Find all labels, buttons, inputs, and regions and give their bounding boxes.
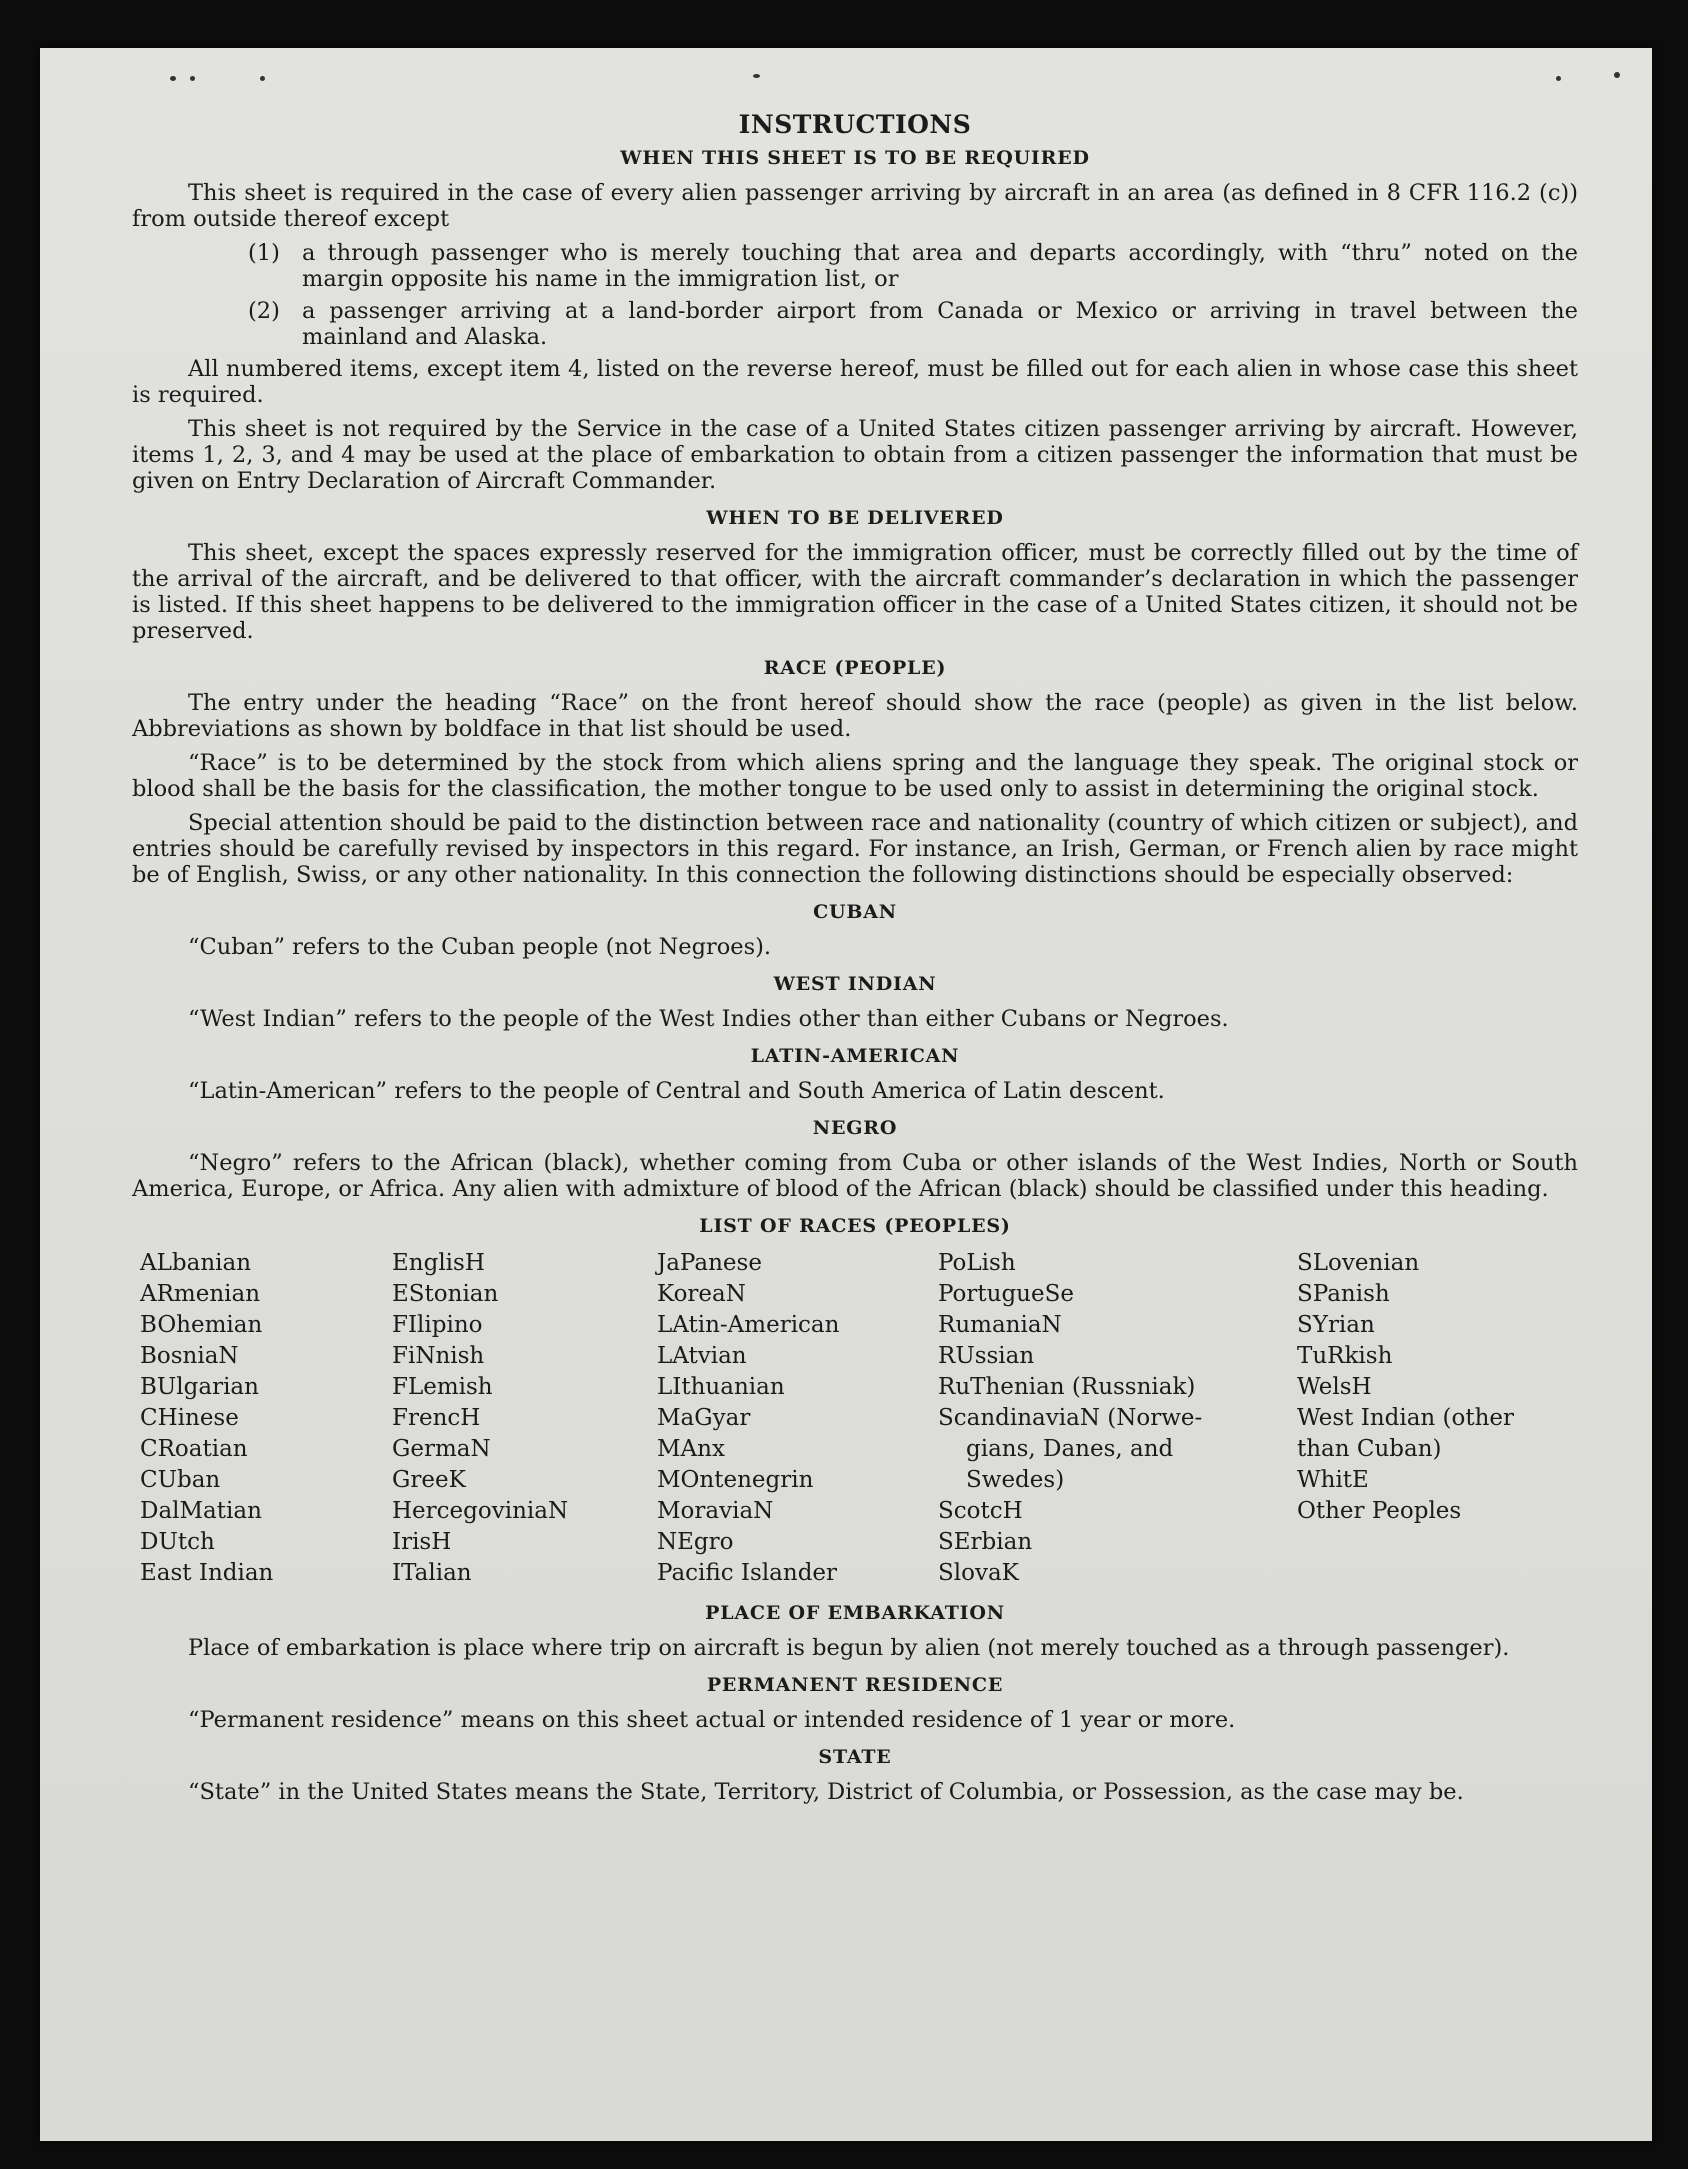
race-entry: ARmenian [140,1281,261,1307]
scan-speck [170,76,176,81]
scan-speck [1614,72,1620,78]
scan-speck [1556,76,1561,81]
race-entry: RumaniaN [938,1312,1062,1338]
race-entry: West Indian (other [1297,1405,1515,1431]
race-entry: IrisH [392,1529,452,1555]
section-heading-residence: PERMANENT RESIDENCE [706,1674,1004,1696]
race-entry: Pacific Islander [657,1560,838,1586]
race-entry: East Indian [140,1560,274,1586]
race-entry: NEgro [657,1529,734,1555]
race-entry: PoLish [938,1250,1016,1276]
race-entry: MoraviaN [657,1498,774,1524]
residence-text: “Permanent residence” means on this sheet actual or intended residence of 1 year or more. [188,1707,1236,1733]
race-entry: FrencH [392,1405,481,1431]
race-entry-continued: gians, Danes, and [966,1436,1174,1462]
section-heading-negro: NEGRO [812,1117,898,1139]
race-column-3 [657,1248,938,1589]
race-para-3: Special attention should be paid to the distinction between race and nationality (country of which citizen or subject), and entries should be carefully revised by inspectors in this regard. For instance, an Irish, German, or French alien by race might be of English, Swiss, or any other nationality. In this connection the following distinctions should be especially observed: [132,810,1578,888]
race-entry: JaPanese [657,1250,762,1276]
race-entry: BUlgarian [140,1374,259,1400]
exception-number: (2) [248,298,280,324]
race-entry: SlovaK [938,1560,1019,1586]
state-text: “State” in the United States means the State, Territory, District of Columbia, or Possession, as the case may be. [188,1779,1464,1805]
race-entry: TuRkish [1297,1343,1393,1369]
scan-speck [753,74,760,78]
race-list-table [140,1248,1578,1589]
race-entry: ITalian [392,1560,472,1586]
race-entry: DalMatian [140,1498,262,1524]
race-entry: GermaN [392,1436,491,1462]
section-heading-when-required: WHEN THIS SHEET IS TO BE REQUIRED [620,147,1090,169]
race-entry: SPanish [1297,1281,1390,1307]
when-delivered-text: This sheet, except the spaces expressly reserved for the immigration officer, must be correctly filled out by the time of the arrival of the aircraft, and be delivered to that officer, with the aircraft commander’s declaration in which the passenger is listed. If this sheet happens to be delivered to the immigration officer in the case of a United States citizen, it should not be preserved. [132,540,1578,644]
exception-item [132,298,1578,350]
race-entry: Other Peoples [1297,1498,1462,1524]
race-column-4 [938,1248,1297,1589]
race-column-2 [392,1248,657,1589]
section-heading-when-delivered: WHEN TO BE DELIVERED [706,507,1004,529]
race-entry: MaGyar [657,1405,751,1431]
race-entry: MAnx [657,1436,725,1462]
section-heading-embarkation: PLACE OF EMBARKATION [705,1602,1005,1624]
race-entry: LIthuanian [657,1374,785,1400]
section-heading-latin-american: LATIN-AMERICAN [750,1045,960,1067]
scan-speck [190,76,195,81]
exception-number: (1) [248,240,280,266]
race-entry: DUtch [140,1529,215,1555]
race-entry: HercegoviniaN [392,1498,569,1524]
race-entry: LAtin-American [657,1312,840,1338]
race-entry: SLovenian [1297,1250,1420,1276]
race-entry: BosniaN [140,1343,239,1369]
section-heading-race: RACE (PEOPLE) [763,657,947,679]
race-entry: MOntenegrin [657,1467,814,1493]
race-entry: EnglisH [392,1250,485,1276]
page-title: INSTRUCTIONS [738,110,972,139]
exception-item [132,240,1578,292]
race-entry: PortugueSe [938,1281,1074,1307]
race-entry: BOhemian [140,1312,263,1338]
race-entry: SErbian [938,1529,1033,1555]
race-entry: FLemish [392,1374,493,1400]
scan-speck [260,76,265,81]
race-entry: EStonian [392,1281,499,1307]
when-required-intro: This sheet is required in the case of every alien passenger arriving by aircraft in an area (as defined in 8 CFR 116.2 (c)) from outside thereof except [132,180,1578,232]
race-entry: RUssian [938,1343,1035,1369]
race-entry: FiNnish [392,1343,485,1369]
race-entry: SYrian [1297,1312,1375,1338]
west-indian-text: “West Indian” refers to the people of the West Indies other than either Cubans or Negroes. [188,1006,1229,1032]
cuban-text: “Cuban” refers to the Cuban people (not Negroes). [188,934,772,960]
race-entry: RuThenian (Russniak) [938,1374,1196,1400]
race-entry: CRoatian [140,1436,248,1462]
race-entry: WelsH [1297,1374,1372,1400]
race-entry: WhitE [1297,1467,1369,1493]
race-entry-continued: Swedes) [966,1467,1065,1493]
race-entry: KoreaN [657,1281,746,1307]
race-entry: FIlipino [392,1312,483,1338]
embarkation-text: Place of embarkation is place where trip on aircraft is begun by alien (not merely touched as a through passenger). [188,1635,1510,1661]
race-entry: ScandinaviaN (Norwe- [938,1405,1203,1431]
race-column-5 [1297,1248,1567,1589]
instructions-body [132,112,1578,1813]
race-entry: GreeK [392,1467,466,1493]
race-entry-continued: than Cuban) [1297,1436,1442,1462]
when-required-para-3: This sheet is not required by the Service in the case of a United States citizen passenger arriving by aircraft. However, items 1, 2, 3, and 4 may be used at the place of embarkation to obtain from a citizen passenger the information that must be given on Entry Declaration of Aircraft Commander. [132,416,1578,494]
race-entry: CHinese [140,1405,239,1431]
section-heading-list-of-races: LIST OF RACES (PEOPLES) [699,1215,1011,1237]
race-entry: CUban [140,1467,221,1493]
exception-text: a passenger arriving at a land-border airport from Canada or Mexico or arriving in travel between the mainland and Alaska. [302,298,1578,350]
document-page [40,48,1652,2141]
race-column-1 [140,1248,392,1589]
latin-american-text: “Latin-American” refers to the people of Central and South America of Latin descent. [188,1078,1165,1104]
race-entry: ALbanian [140,1250,252,1276]
race-entry: LAtvian [657,1343,747,1369]
race-para-1: The entry under the heading “Race” on the front hereof should show the race (people) as given in the list below. Abbreviations as shown by boldface in that list should be used. [132,690,1578,742]
section-heading-west-indian: WEST INDIAN [773,973,937,995]
negro-text: “Negro” refers to the African (black), whether coming from Cuba or other islands of the West Indies, North or South America, Europe, or Africa. Any alien with admixture of blood of the African (black) should be classified under this heading. [132,1150,1578,1202]
exception-text: a through passenger who is merely touching that area and departs accordingly, with “thru” noted on the margin opposite his name in the immigration list, or [302,240,1578,292]
race-entry: ScotcH [938,1498,1023,1524]
section-heading-state: STATE [818,1746,892,1768]
race-para-2: “Race” is to be determined by the stock from which aliens spring and the language they speak. The original stock or blood shall be the basis for the classification, the mother tongue to be used only to assist in determining the original stock. [132,750,1578,802]
section-heading-cuban: CUBAN [813,901,897,923]
when-required-para-2: All numbered items, except item 4, listed on the reverse hereof, must be filled out for each alien in whose case this sheet is required. [132,356,1578,408]
